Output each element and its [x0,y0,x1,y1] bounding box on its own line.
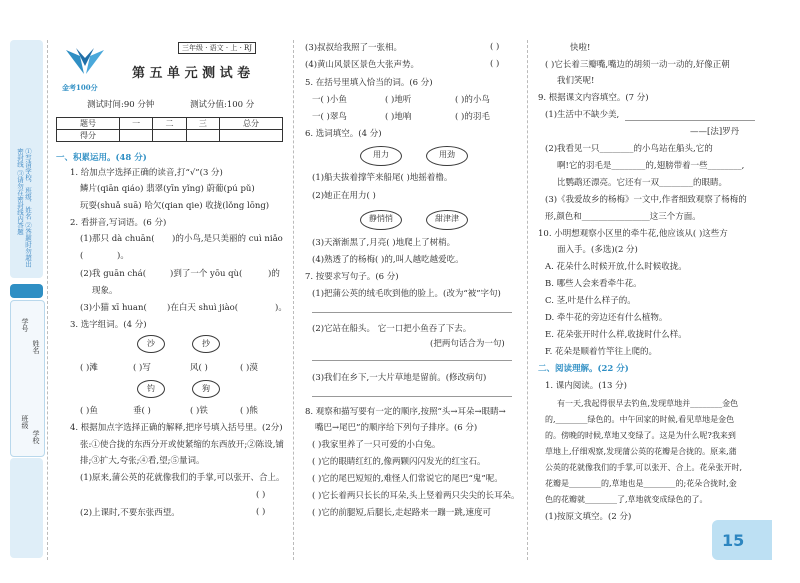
question-10: 10. 小明想观察小区里的牵牛花,他应该从( )这些方 [538,229,728,239]
question-3: 3. 选字组词。(4 分) [70,320,147,330]
q4-sentence-3: (3)叔叔给我照了一张相。 [305,43,403,53]
sidebar-school-label: 学校 [32,430,40,444]
question-1: 1. 给加点字选择正确的读音,打“√”(3 分) [70,168,223,178]
question-1-line-2: 玩耍(shuǎ suā) 哈欠(qian qie) 收拢(lǒng lōng) [80,201,270,211]
q4-sentence-1: (1)原来,蒲公英的花就像我们的手掌,可以张开、合上。 [80,473,285,483]
score-cell[interactable] [119,130,152,142]
q3-item[interactable]: ( )鱼 [80,406,98,416]
q7-sentence-3: (3)我们在乡下,一大片草地是留前。(修改病句) [312,373,487,383]
q10-option[interactable]: B. 哪些人会来看牵牛花。 [545,279,642,289]
passage-line: 草地上,仔细观察,发现蒲公英的花瓣是合拢的。原来,蒲 [545,447,737,456]
score-cell[interactable] [153,130,186,142]
q3-item[interactable]: ( )写 [133,363,151,373]
full-score: 测试分值:100 分 [190,100,255,110]
logo-text: 金考100分 [62,83,98,92]
table-cell: 一 [119,118,152,130]
score-table [56,117,283,142]
table-cell: 三 [186,118,219,130]
test-time: 测试时间:90 分钟 [87,100,155,110]
q3-item[interactable]: ( )熊 [240,406,258,416]
q8-sentence[interactable]: ( )它的前腿短,后腿长,走起路来一蹦一跳,速度可 [312,508,491,518]
q8-sentence-continuation: 我们笑呢! [557,76,595,86]
page-number: 15 [722,531,745,550]
grade-tag: 三年级 · 语文 · 上 · RJ [178,42,256,54]
logo-icon [62,44,108,84]
q6-sentence-2: (2)她正在用力( ) [312,191,376,201]
q10-option[interactable]: C. 茎,叶是什么样子的。 [545,296,636,306]
q9-line-5: (3)《我爱故乡的杨梅》一文中,作者细致观察了杨梅的 [545,195,747,205]
question-2-line-4: 现象。 [92,286,118,296]
sidebar-name-label: 姓名 [32,340,40,354]
question-8-line-1: 8. 观察和描写要有一定的顺序,按照“头→耳朵→眼睛→ [305,407,506,417]
question-4: 4. 根据加点字选择正确的解释,把序号填入括号里。(2分) [70,423,283,433]
question-1-line-1: 鳞片(qiān qiáo) 翡翠(yīn yǐng) 蔚葡(pú pǔ) [80,184,255,194]
page-title: 第 五 单 元 测 试 卷 [132,66,251,81]
q3-item[interactable]: ( )漠 [240,363,258,373]
q9-line-2: (2)我看见一只________的小鸟站在船头,它的 [545,144,713,154]
word-option-jingqiaoqiao: 静悄悄 [360,210,402,230]
q5-item[interactable]: ( )的羽毛 [455,112,490,122]
reading-question-1: 1. 课内阅读。(13 分) [545,381,627,391]
q8-continuation: 快啦! [570,43,591,53]
reading-subquestion-1: (1)按原文填空。(2 分) [545,512,632,522]
char-option-chao: 抄 [192,335,220,353]
score-table-header-row [57,118,283,130]
q3-item[interactable]: 垂( ) [133,406,151,416]
q4-definition: 张:①使合拢的东西分开或使紧缩的东西放开;②陈设,铺 [80,440,284,450]
char-option-sha: 沙 [137,335,165,353]
question-8-line-2: 嘴巴→尾巴”的顺序给下列句子排序。(6 分) [315,423,478,433]
word-option-yongjin: 用劲 [426,146,468,166]
question-2-line-2a: ( [80,251,84,261]
q8-sentence[interactable]: ( )它长着两只长长的耳朵,头上竖着两只尖尖的长耳朵。 [312,491,520,501]
q5-item[interactable]: ( )的小鸟 [455,95,490,105]
answer-line[interactable] [625,120,755,121]
q5-item[interactable]: ( )地听 [385,95,412,105]
char-option-gou: 狗 [192,380,220,398]
question-2: 2. 看拼音,写词语。(6 分) [70,218,167,228]
column-divider [527,40,528,560]
q9-line-1: (1)生活中不缺少美, [545,110,620,120]
score-cell[interactable] [186,130,219,142]
q6-sentence-1: (1)船夫拔着撑竿来船尾( )地摇着橹。 [312,173,453,183]
word-option-yongli: 用力 [360,146,402,166]
column-divider [293,40,294,560]
question-6: 6. 选词填空。(4 分) [305,129,382,139]
question-2-line-5b: )在白天 shuì jiào( [167,303,239,313]
table-cell: 题号 [57,118,120,130]
table-cell: 二 [153,118,186,130]
q5-item[interactable]: ( )地响 [385,112,412,122]
answer-line[interactable] [312,312,512,313]
sidebar-bottom-panel [10,458,43,558]
passage-line: 公英的花就像我们的手掌,可以张开、合上。花朵张开时, [545,463,743,472]
answer-paren[interactable]: ( ) [256,507,266,517]
answer-paren[interactable]: ( ) [490,42,500,52]
q8-sentence[interactable]: ( )它的眼睛红红的,像两颗闪闪发光的红宝石。 [312,457,486,467]
q8-sentence[interactable]: ( )它长着三瓣嘴,嘴边的胡须一动一动的,好像正朝 [545,60,730,70]
q9-line-4: 比鹦鹉还漂亮。它还有一双________的眼睛。 [557,178,728,188]
answer-line[interactable] [312,396,512,397]
q9-line-3: 啊!它的羽毛是________的,翅膀带着一些________, [557,161,745,171]
table-cell: 总分 [220,118,283,130]
sidebar-number-label: 学号 [21,318,29,332]
q7-sentence-2: (2)它站在船头。 它一口把小鱼吞了下去。 [312,324,472,334]
q5-item[interactable]: 一( )翠鸟 [312,112,347,122]
word-option-tianjinjin: 甜津津 [426,210,468,230]
question-2-line-3a: (2)我 guān chá( [80,269,147,279]
question-2-line-1a: (1)那只 dà chuān( [80,234,155,244]
question-9: 9. 根据课文内容填空。(7 分) [538,93,649,103]
answer-paren[interactable]: ( ) [490,59,500,69]
passage-line: 的。傍晚的时候,草地又变绿了。这是为什么呢?我来到 [545,431,736,440]
question-2-line-3b: )到了一个 yōu qù( [170,269,243,279]
q9-author: ——[法]罗丹 [690,127,740,137]
q10-option[interactable]: E. 花朵张开时什么样,收拢时什么样。 [545,330,687,340]
question-2-line-3c: )的 [268,269,280,279]
q6-sentence-3: (3)天渐渐黑了,月亮( )地爬上了树梢。 [312,238,456,248]
sidebar-label-panel [10,284,43,298]
q3-item[interactable]: 风( ) [190,363,208,373]
q7-sentence-1: (1)把蒲公英的绒毛吹到他的脸上。(改为“被”字句) [312,289,501,299]
seal-line [47,40,48,560]
q7-sentence-2-note: (把两句话合为一句) [430,339,505,349]
q10-option[interactable]: F. 花朵是顺着竹竿往上爬的。 [545,347,657,357]
q8-sentence[interactable]: ( )我家里养了一只可爱的小白兔。 [312,440,441,450]
question-2-line-5a: (3)小猫 xī huan( [80,303,147,313]
q3-item[interactable]: ( )铁 [190,406,208,416]
sidebar-class-label: 班级 [21,415,29,429]
question-2-line-5c: )。 [275,303,287,313]
char-option-diao: 钓 [137,380,165,398]
passage-line: 的,________绿色的。中午回家的时候,看见草地是金色 [545,415,735,424]
table-cell: 得分 [57,130,120,142]
sidebar-notice: ①写清学校、班级、姓名 ②答题时勿超出密封线 ③请勿在密封线内答题 [16,148,32,268]
question-5: 5. 在括号里填入恰当的词。(6 分) [305,78,433,88]
q10-option[interactable]: D. 牵牛花的旁边还有什么植物。 [545,313,668,323]
q9-line-6: 形,颜色和________________这三个方面。 [545,212,701,222]
score-table-score-row [57,130,283,142]
section-heading-2: 二、阅读理解。(22 分) [538,364,629,374]
q5-item[interactable]: 一( )小鱼 [312,95,347,105]
question-10-line-2: 面入手。(多选)(2 分) [557,245,638,255]
q3-item[interactable]: ( )滩 [80,363,98,373]
question-7: 7. 按要求写句子。(6 分) [305,272,399,282]
question-2-line-1b: )的小鸟,是只美丽的 cuì niǎo [172,234,283,244]
section-heading-1: 一、积累运用。(48 分) [56,153,147,163]
q8-sentence[interactable]: ( )它的尾巴短短的,难怪人们常说它的尾巴“鬼”呢。 [312,474,503,484]
q4-sentence-2: (2)上课时,不要东张西望。 [80,508,180,518]
q6-sentence-4: (4)熟透了的杨梅( )的,叫人越吃越爱吃。 [312,255,464,265]
passage-line: 花瓣是________的,草地也是________的;花朵合拢时,金 [545,479,737,488]
passage-line: 色的花瓣就________了,草地就变成绿色的了。 [545,495,708,504]
answer-line[interactable] [312,360,512,361]
answer-paren[interactable]: ( ) [256,490,266,500]
passage-line: 有一天,我起得很早去钓鱼,发现草地并________金色 [557,399,739,408]
score-cell[interactable] [220,130,283,142]
q10-option[interactable]: A. 花朵什么时候开放,什么时候收拢。 [545,262,687,272]
question-2-line-2b: )。 [117,251,129,261]
q4-sentence-4: (4)黄山风景区景色大张声势。 [305,60,420,70]
q4-definition-2: 排;③扩大,夸张;④看,望;⑤量词。 [80,456,205,466]
